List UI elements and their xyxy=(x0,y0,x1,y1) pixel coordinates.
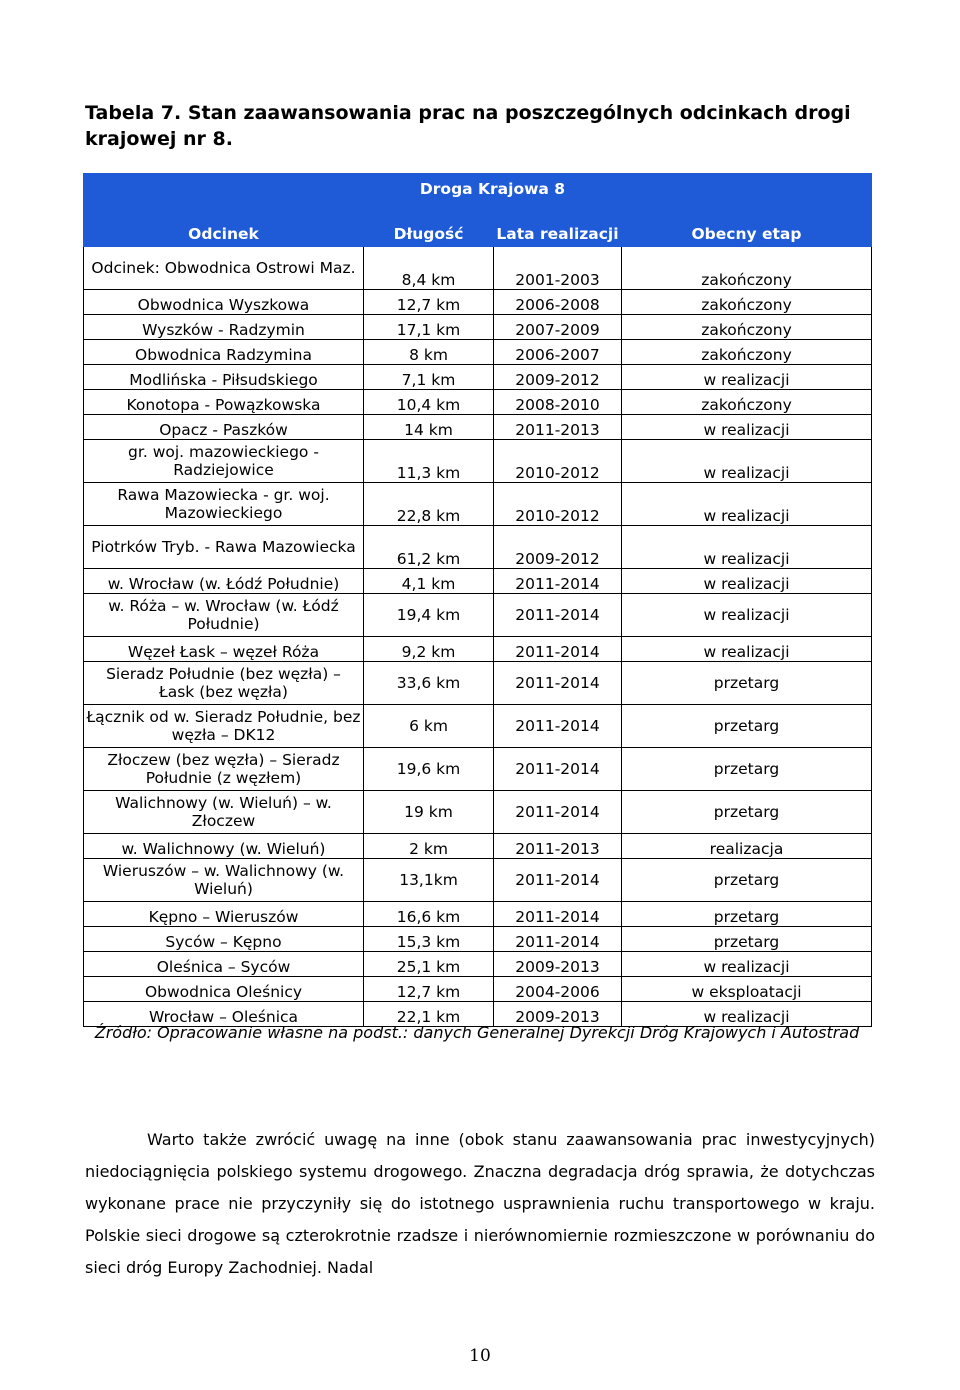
cell-odcinek: Syców – Kępno xyxy=(84,927,364,952)
cell-etap: w realizacji xyxy=(622,440,872,483)
cell-odcinek: Modlińska - Piłsudskiego xyxy=(84,365,364,390)
table-row xyxy=(84,977,872,1002)
cell-odcinek: Konotopa - Powązkowska xyxy=(84,390,364,415)
table-header-row xyxy=(84,199,872,247)
cell-etap: realizacja xyxy=(622,834,872,859)
cell-dlugosc: 12,7 km xyxy=(364,290,494,315)
cell-odcinek: Wrocław – Oleśnica xyxy=(84,1002,364,1027)
table-row xyxy=(84,569,872,594)
table-row xyxy=(84,662,872,705)
cell-lata: 2009-2013 xyxy=(494,1002,622,1027)
cell-odcinek: Odcinek: Obwodnica Ostrowi Maz. xyxy=(84,247,364,290)
cell-etap: przetarg xyxy=(622,705,872,748)
cell-etap: przetarg xyxy=(622,927,872,952)
table-row xyxy=(84,637,872,662)
table-row xyxy=(84,290,872,315)
cell-lata: 2007-2009 xyxy=(494,315,622,340)
cell-etap: w realizacji xyxy=(622,415,872,440)
cell-etap: przetarg xyxy=(622,791,872,834)
cell-lata: 2006-2007 xyxy=(494,340,622,365)
cell-odcinek: Opacz - Paszków xyxy=(84,415,364,440)
page-number: 10 xyxy=(469,1346,491,1366)
cell-lata: 2010-2012 xyxy=(494,440,622,483)
cell-lata: 2009-2012 xyxy=(494,365,622,390)
cell-odcinek: Walichnowy (w. Wieluń) – w. Złoczew xyxy=(84,791,364,834)
cell-lata: 2009-2012 xyxy=(494,526,622,569)
cell-lata: 2011-2013 xyxy=(494,834,622,859)
cell-etap: zakończony xyxy=(622,340,872,365)
cell-dlugosc: 2 km xyxy=(364,834,494,859)
table-body xyxy=(84,247,872,1027)
cell-etap: przetarg xyxy=(622,902,872,927)
cell-dlugosc: 19,6 km xyxy=(364,748,494,791)
cell-etap: w realizacji xyxy=(622,594,872,637)
cell-lata: 2010-2012 xyxy=(494,483,622,526)
cell-lata: 2011-2014 xyxy=(494,748,622,791)
cell-dlugosc: 6 km xyxy=(364,705,494,748)
cell-lata: 2009-2013 xyxy=(494,952,622,977)
cell-odcinek: w. Wrocław (w. Łódź Południe) xyxy=(84,569,364,594)
source-note: Źródło: Opracowanie własne na podst.: danych Generalnej Dyrekcji Dróg Krajowych i Autostrad xyxy=(94,1023,860,1042)
cell-etap: w realizacji xyxy=(622,952,872,977)
cell-dlugosc: 17,1 km xyxy=(364,315,494,340)
table-row xyxy=(84,315,872,340)
cell-odcinek: Złoczew (bez węzła) – Sieradz Południe (z węzłem) xyxy=(84,748,364,791)
cell-etap: zakończony xyxy=(622,290,872,315)
header-etap: Obecny etap xyxy=(622,199,872,247)
cell-dlugosc: 16,6 km xyxy=(364,902,494,927)
cell-odcinek: gr. woj. mazowieckiego - Radziejowice xyxy=(84,440,364,483)
header-odcinek: Odcinek xyxy=(84,199,364,247)
table-row xyxy=(84,927,872,952)
cell-dlugosc: 22,8 km xyxy=(364,483,494,526)
cell-dlugosc: 8 km xyxy=(364,340,494,365)
cell-lata: 2004-2006 xyxy=(494,977,622,1002)
table-row xyxy=(84,365,872,390)
cell-dlugosc: 4,1 km xyxy=(364,569,494,594)
road-progress-table xyxy=(83,173,872,1027)
cell-dlugosc: 8,4 km xyxy=(364,247,494,290)
cell-dlugosc: 13,1km xyxy=(364,859,494,902)
cell-dlugosc: 7,1 km xyxy=(364,365,494,390)
cell-odcinek: Obwodnica Wyszkowa xyxy=(84,290,364,315)
cell-etap: przetarg xyxy=(622,748,872,791)
cell-etap: w realizacji xyxy=(622,569,872,594)
table-row xyxy=(84,952,872,977)
cell-etap: zakończony xyxy=(622,390,872,415)
cell-odcinek: w. Róża – w. Wrocław (w. Łódź Południe) xyxy=(84,594,364,637)
cell-odcinek: Łącznik od w. Sieradz Południe, bez węzła – DK12 xyxy=(84,705,364,748)
table-row xyxy=(84,902,872,927)
table-row xyxy=(84,483,872,526)
cell-dlugosc: 12,7 km xyxy=(364,977,494,1002)
cell-etap: przetarg xyxy=(622,662,872,705)
cell-lata: 2011-2014 xyxy=(494,927,622,952)
table-row xyxy=(84,340,872,365)
cell-etap: w eksploatacji xyxy=(622,977,872,1002)
cell-lata: 2006-2008 xyxy=(494,290,622,315)
cell-odcinek: Wyszków - Radzymin xyxy=(84,315,364,340)
header-dlugosc: Długość xyxy=(364,199,494,247)
table-row xyxy=(84,791,872,834)
cell-etap: zakończony xyxy=(622,247,872,290)
group-header: Droga Krajowa 8 xyxy=(364,174,622,199)
table-row xyxy=(84,859,872,902)
cell-dlugosc: 61,2 km xyxy=(364,526,494,569)
cell-lata: 2011-2014 xyxy=(494,662,622,705)
table-row xyxy=(84,834,872,859)
table-row xyxy=(84,415,872,440)
cell-dlugosc: 19,4 km xyxy=(364,594,494,637)
cell-odcinek: Sieradz Południe (bez węzła) – Łask (bez węzła) xyxy=(84,662,364,705)
cell-lata: 2011-2014 xyxy=(494,791,622,834)
cell-dlugosc: 19 km xyxy=(364,791,494,834)
cell-etap: w realizacji xyxy=(622,637,872,662)
cell-odcinek: Piotrków Tryb. - Rawa Mazowiecka xyxy=(84,526,364,569)
cell-dlugosc: 15,3 km xyxy=(364,927,494,952)
cell-dlugosc: 25,1 km xyxy=(364,952,494,977)
table-row xyxy=(84,247,872,290)
table-row xyxy=(84,705,872,748)
cell-etap: przetarg xyxy=(622,859,872,902)
cell-lata: 2011-2014 xyxy=(494,569,622,594)
cell-lata: 2011-2014 xyxy=(494,902,622,927)
cell-dlugosc: 11,3 km xyxy=(364,440,494,483)
cell-lata: 2011-2014 xyxy=(494,859,622,902)
table-row xyxy=(84,440,872,483)
cell-dlugosc: 33,6 km xyxy=(364,662,494,705)
cell-dlugosc: 9,2 km xyxy=(364,637,494,662)
cell-dlugosc: 10,4 km xyxy=(364,390,494,415)
cell-odcinek: Obwodnica Radzymina xyxy=(84,340,364,365)
cell-lata: 2011-2014 xyxy=(494,637,622,662)
cell-etap: zakończony xyxy=(622,315,872,340)
cell-odcinek: Kępno – Wieruszów xyxy=(84,902,364,927)
cell-lata: 2011-2014 xyxy=(494,594,622,637)
table-row xyxy=(84,748,872,791)
cell-lata: 2001-2003 xyxy=(494,247,622,290)
table-row xyxy=(84,526,872,569)
cell-dlugosc: 22,1 km xyxy=(364,1002,494,1027)
cell-odcinek: Węzeł Łask – węzeł Róża xyxy=(84,637,364,662)
cell-etap: w realizacji xyxy=(622,483,872,526)
cell-odcinek: Oleśnica – Syców xyxy=(84,952,364,977)
table-row xyxy=(84,390,872,415)
table-caption: Tabela 7. Stan zaawansowania prac na poszczególnych odcinkach drogi krajowej nr 8. xyxy=(85,102,851,150)
cell-odcinek: Rawa Mazowiecka - gr. woj. Mazowieckiego xyxy=(84,483,364,526)
table-group-header-row xyxy=(84,174,872,199)
cell-dlugosc: 14 km xyxy=(364,415,494,440)
body-paragraph: Warto także zwrócić uwagę na inne (obok stanu zaawansowania prac inwestycyjnych) niedociągnięcia polskiego systemu drogowego. Znaczna degradacja dróg sprawia, że dotychczas wykonane prace nie przyczyniły się do istotnego usprawnienia ruchu transportowego w kraju. Polskie sieci drogowe są czterokrotnie rzadsze i nierównomiernie rozmieszczone w porównaniu do sieci dróg Europy Zachodniej. Nadal xyxy=(85,1130,875,1277)
cell-etap: w realizacji xyxy=(622,1002,872,1027)
cell-lata: 2008-2010 xyxy=(494,390,622,415)
cell-etap: w realizacji xyxy=(622,526,872,569)
cell-odcinek: Wieruszów – w. Walichnowy (w. Wieluń) xyxy=(84,859,364,902)
header-lata: Lata realizacji xyxy=(494,199,622,247)
cell-lata: 2011-2013 xyxy=(494,415,622,440)
cell-etap: w realizacji xyxy=(622,365,872,390)
table-row xyxy=(84,594,872,637)
cell-odcinek: w. Walichnowy (w. Wieluń) xyxy=(84,834,364,859)
cell-odcinek: Obwodnica Oleśnicy xyxy=(84,977,364,1002)
cell-lata: 2011-2014 xyxy=(494,705,622,748)
